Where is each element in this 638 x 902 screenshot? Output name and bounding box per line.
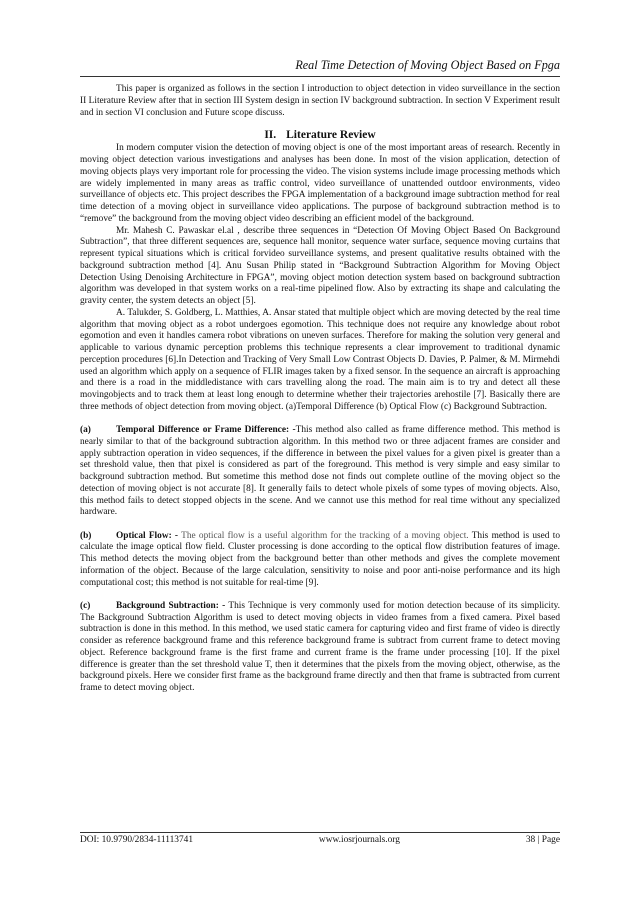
section-title: Literature Review bbox=[286, 129, 376, 142]
running-title: Real Time Detection of Moving Object Based on Fpga bbox=[295, 58, 560, 72]
footer-rule bbox=[80, 832, 560, 833]
review-paragraph: Mr. Mahesh C. Pawaskar el.al , describe three sequences in “Detection Of Moving Object Based On Background Subtraction”, that three different sequences are, sequence hall monitor, sequence water surface, sequence moving curtains that represent typical situations which is critical forvideo surveillance systems, and present qualitative results obtained with the background subtraction method [4]. Anu Susan Philip stated in “Background Subtraction Algorithm for Moving Object Detection Using Denoising Architecture in FPGA”, moving object motion detection system based on background subtraction algorithm was developed in that system works on a real-time pipelined flow. Also by extracting its shape and calculating the gravity center, the system detects an object [5]. bbox=[80, 225, 560, 306]
intro-paragraph: This paper is organized as follows in the section I introduction to object detection in video surveillance in the section II Literature Review after that in section III System design in section IV background subtraction. In section V Experiment result and in section VI conclusion and Future scope discuss. bbox=[80, 84, 560, 118]
page-number: 38 | Page bbox=[525, 835, 560, 845]
method-text: This method also called as frame difference method. This method is nearly similar to that of the background subtraction algorithm. In this method two or three adjacent frames are consider and apply subtraction operation in video sequences, if the difference in between the pixel values for a given pixel is greater than a set threshold value, then that pixel is considered as part of the foreground. This method is very simple and easy similar to background subtraction method. But sometime this method dose not finds out complete outline of the moving object so the detection of moving object is not accurate [8]. It generally fails to detect whole pixels of some types of moving objects. Also, this method fails to detect stopped objects in the scene. And we cannot use this method for real time without any specialized hardware. bbox=[80, 425, 560, 518]
method-lead-text: The optical flow is a useful algorithm for the tracking of a moving object. bbox=[178, 530, 469, 541]
method-text: This Technique is very commonly used for motion detection because of its simplicity. The Background Subtraction Algorithm is used to detect moving objects in video frames from a fixed camera. Pixel based subtraction is done in this method. In this method, we used static camera for capturing video and first frame of video is directly consider as reference background frame and this reference background frame is subtract from current frame to detect moving object. Reference background frame is the first frame and current frame is the frame under processing [10]. If the pixel difference is greater than the set threshold value T, then it determines that the pixels from the moving object, otherwise, as the background pixels. Here we consider first frame as the background frame directly and then that frame is subtracted from current frame to detect moving object. bbox=[80, 600, 560, 693]
method-text: This method is used to calculate the image optical flow field. Cluster processing is done according to the optical flow distribution features of image. This method detects the moving object from the background better than other methods and gives the complete movement information of the object. Because of the large calculation, sensitivity to noise and poor anti-noise performance and its high computational cost; this method is not suitable for real-time [9]. bbox=[80, 530, 560, 588]
review-paragraph: In modern computer vision the detection of moving object is one of the most important areas of research. Recently in moving object detection various investigations and analyses has been done. In most of the vision application, detection of moving objects plays very important role for processing the video. The vision systems include image processing methods which are widely implemented in many areas as traffic control, video surveillance of unattended outdoor environments, video surveillance of objects etc. This project describes the FPGA implementation of a background image subtraction method for real time detection of a moving object in surveillance video applications. The purpose of background subtraction method is to “remove” the background from the moving object video describing an efficient model of the background. bbox=[80, 143, 560, 224]
section-heading bbox=[80, 129, 560, 142]
method-label: (c) bbox=[80, 600, 91, 611]
method-title: Optical Flow: - bbox=[116, 530, 179, 541]
method-optical-flow bbox=[80, 531, 560, 590]
method-title: Background Subtraction: - bbox=[116, 600, 226, 611]
article-body bbox=[80, 84, 560, 695]
review-paragraph: A. Talukder, S. Goldberg, L. Matthies, A. Ansar stated that multiple object which are moving detected by the real time algorithm that moving object as a robot undergoes egomotion. This technique does not require any knowledge about robot egomotion and even it handles camera robot vibrations on uneven surfaces. Therefore for making the solution very general and applicable to various dynamic perception problems this technique represents a clear improvement to traditional dynamic perception procedures [6].In Detection and Tracking of Very Small Low Contrast Objects D. Davies, P. Palmer, & M. Mirmehdi used an algorithm which apply on a sequence of FLIR images taken by a fixed sensor. In the sequence an aircraft is approaching and there is a road in the middledistance with cars travelling along the road. The main aim is to try and detect all these movingobjects and to track them at least long enough to determine whether their trajectories arehostile [7]. Basically there are three methods of object detection from moving object. (a)Temporal Difference (b) Optical Flow (c) Background Subtraction. bbox=[80, 307, 560, 412]
section-number: II. bbox=[264, 129, 277, 142]
method-temporal-difference bbox=[80, 425, 560, 519]
journal-website: www.iosrjournals.org bbox=[318, 835, 400, 845]
method-label: (a) bbox=[80, 425, 91, 435]
page-footer bbox=[80, 834, 560, 846]
method-title: Temporal Difference or Frame Difference: - bbox=[116, 425, 296, 435]
method-background-subtraction bbox=[80, 601, 560, 695]
header-rule bbox=[80, 76, 560, 77]
doi: DOI: 10.9790/2834-11113741 bbox=[80, 835, 194, 845]
method-label: (b) bbox=[80, 530, 92, 541]
